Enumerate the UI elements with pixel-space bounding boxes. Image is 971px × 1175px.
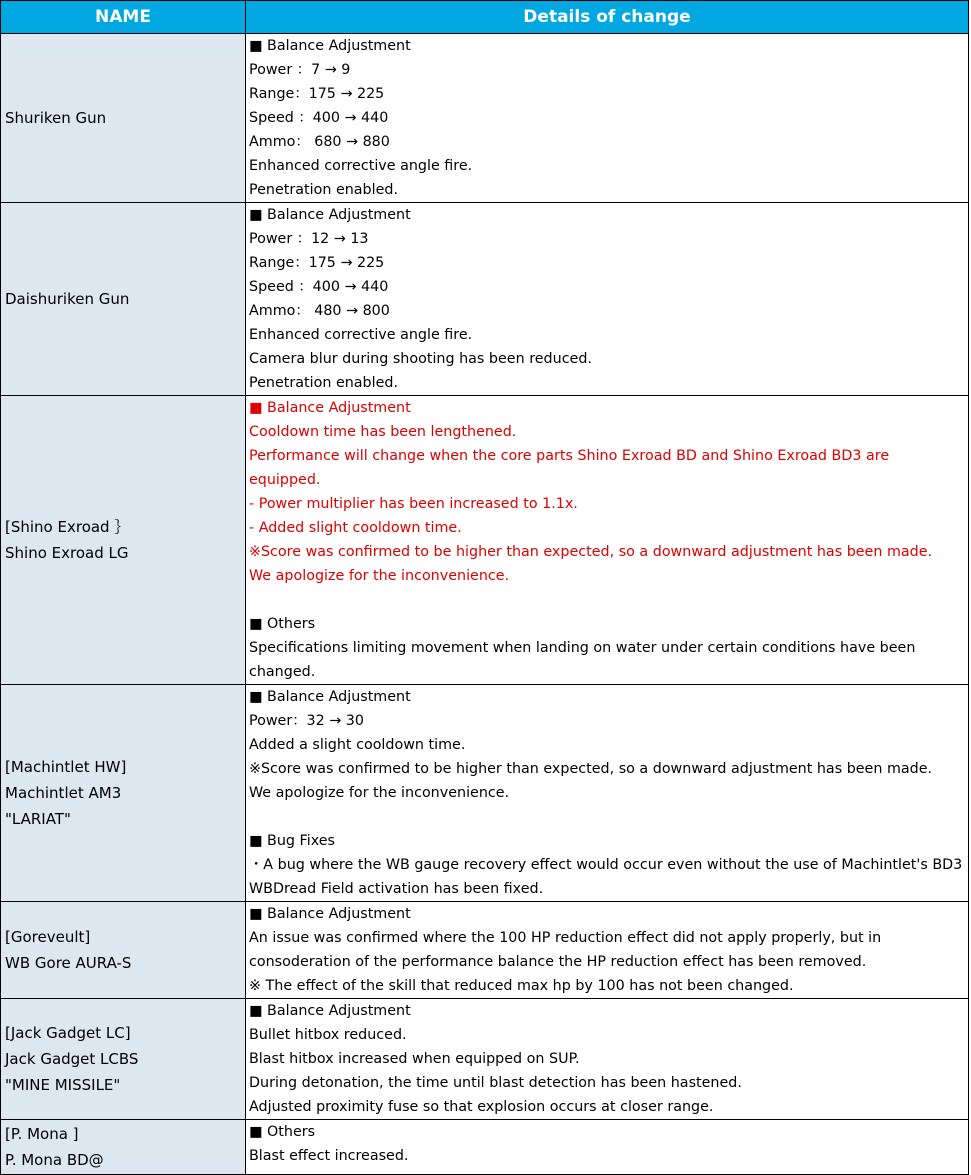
change-line: ・A bug where the WB gauge recovery effect would occur even without the use of Machintlet's BD3 WBDread Field activation has been fixed. — [249, 857, 963, 897]
change-line: We apologize for the inconvenience. — [249, 785, 510, 801]
section-heading: ■ Bug Fixes — [249, 833, 335, 849]
change-line: Penetration enabled. — [249, 375, 399, 391]
change-line: We apologize for the inconvenience. — [249, 568, 510, 584]
item-name-cell — [1, 685, 246, 902]
table-row — [1, 34, 969, 203]
change-details-cell — [246, 203, 969, 396]
section-heading: ■ Balance Adjustment — [249, 400, 411, 416]
change-line: During detonation, the time until blast detection has been hastened. — [249, 1075, 742, 1091]
item-name-cell — [1, 1120, 246, 1175]
change-line: Specifications limiting movement when landing on water under certain conditions have been changed. — [249, 640, 916, 680]
change-line: Range：175 → 225 — [249, 86, 385, 102]
change-details-cell — [246, 902, 969, 999]
table-row — [1, 203, 969, 396]
change-line: Speed ：400 → 440 — [249, 279, 389, 295]
change-line: Camera blur during shooting has been reduced. — [249, 351, 592, 367]
change-line — [249, 805, 964, 829]
change-line: Range：175 → 225 — [249, 255, 385, 271]
change-line: Cooldown time has been lengthened. — [249, 424, 517, 440]
item-name-line: [Jack Gadget LC] — [5, 1024, 131, 1042]
item-name-cell — [1, 396, 246, 685]
item-name-line: [Shino Exroad ｝ — [5, 518, 130, 536]
change-line: Ammo： 480 → 800 — [249, 303, 390, 319]
item-name-line: Shino Exroad LG — [5, 544, 129, 562]
item-name-line: Daishuriken Gun — [5, 290, 130, 308]
change-line: Enhanced corrective angle fire. — [249, 327, 473, 343]
change-line: Added a slight cooldown time. — [249, 737, 466, 753]
header-row — [1, 1, 969, 34]
change-line: Speed ：400 → 440 — [249, 110, 389, 126]
details-column-header: Details of change — [246, 1, 969, 34]
item-name-line: [P. Mona ] — [5, 1125, 79, 1143]
table-row — [1, 902, 969, 999]
change-line: Blast hitbox increased when equipped on SUP. — [249, 1051, 580, 1067]
table-row — [1, 396, 969, 685]
change-line: Bullet hitbox reduced. — [249, 1027, 407, 1043]
change-line: Enhanced corrective angle fire. — [249, 158, 473, 174]
change-line: - Power multiplier has been increased to 1.1x. — [249, 496, 578, 512]
change-line: ※ The effect of the skill that reduced max hp by 100 has not been changed. — [249, 978, 794, 994]
item-name-cell — [1, 34, 246, 203]
change-details-cell — [246, 1120, 969, 1175]
section-heading: ■ Balance Adjustment — [249, 207, 411, 223]
change-line: Blast effect increased. — [249, 1148, 409, 1164]
item-name-line: P. Mona BD@ — [5, 1151, 104, 1169]
item-name-line: WB Gore AURA-S — [5, 954, 132, 972]
change-line: ※Score was confirmed to be higher than expected, so a downward adjustment has been made. — [249, 761, 933, 777]
section-heading: ■ Balance Adjustment — [249, 906, 411, 922]
section-heading: ■ Others — [249, 616, 316, 632]
item-name-line: Machintlet AM3 — [5, 784, 122, 802]
change-line: Power ：12 → 13 — [249, 231, 369, 247]
change-line: Power ：7 → 9 — [249, 62, 351, 78]
item-name-cell — [1, 203, 246, 396]
item-name-line: "MINE MISSILE" — [5, 1076, 121, 1094]
item-name-line: [Machintlet HW] — [5, 758, 127, 776]
change-line — [249, 588, 964, 612]
change-line: ※Score was confirmed to be higher than expected, so a downward adjustment has been made. — [249, 544, 933, 560]
item-name-line: [Goreveult] — [5, 928, 91, 946]
change-details-cell — [246, 999, 969, 1120]
table-row — [1, 685, 969, 902]
change-line: An issue was confirmed where the 100 HP reduction effect did not apply properly, but in consoderation of the performance balance the HP reduction effect has been removed. — [249, 930, 882, 970]
section-heading: ■ Balance Adjustment — [249, 689, 411, 705]
change-line: Performance will change when the core parts Shino Exroad BD and Shino Exroad BD3 are equipped. — [249, 448, 890, 488]
section-heading: ■ Balance Adjustment — [249, 1003, 411, 1019]
table-row — [1, 1120, 969, 1175]
item-name-line: Shuriken Gun — [5, 109, 107, 127]
section-heading: ■ Balance Adjustment — [249, 38, 411, 54]
item-name-line: "LARIAT" — [5, 810, 71, 828]
change-line: Penetration enabled. — [249, 182, 399, 198]
change-line: Power：32 → 30 — [249, 713, 364, 729]
name-column-header: NAME — [1, 1, 246, 34]
change-line: - Added slight cooldown time. — [249, 520, 462, 536]
item-name-cell — [1, 902, 246, 999]
change-line: Adjusted proximity fuse so that explosion occurs at closer range. — [249, 1099, 714, 1115]
section-heading: ■ Others — [249, 1124, 316, 1140]
change-details-cell — [246, 34, 969, 203]
item-name-line: Jack Gadget LCBS — [5, 1050, 139, 1068]
change-line: Ammo： 680 → 880 — [249, 134, 390, 150]
change-details-cell — [246, 396, 969, 685]
table-row — [1, 999, 969, 1120]
change-details-cell — [246, 685, 969, 902]
item-name-cell — [1, 999, 246, 1120]
